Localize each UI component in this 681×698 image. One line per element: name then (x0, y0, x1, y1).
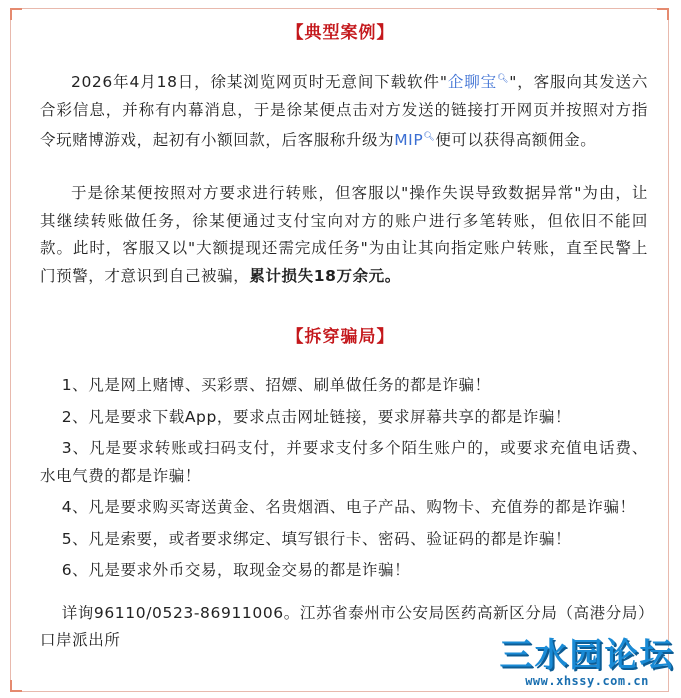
search-icon: 🔍︎ (496, 74, 510, 84)
list-item: 3、凡是要求转账或扫码支付，并要求支付多个陌生账户的，或要求充值电话费、水电气费的都是诈骗！ (40, 439, 648, 485)
app-link[interactable]: 企聊宝 (447, 73, 497, 92)
watermark-logo: 三水园论坛 (499, 635, 675, 674)
loss-amount: 累计损失18万余元。 (249, 266, 401, 285)
tips-list (40, 372, 648, 589)
list-item: 4、凡是要求购买寄送黄金、名贵烟酒、电子产品、购物卡、充值券的都是诈骗！ (61, 498, 636, 516)
list-item: 5、凡是索要，或者要求绑定、填写银行卡、密码、验证码的都是诈骗！ (61, 529, 572, 548)
watermark-url: www.xhssy.com.cn (525, 674, 649, 688)
case-paragraph-1 (40, 66, 648, 155)
case-text: 于是徐某便按照对方要求进行转账，但客服以"操作失误导致数据异常"为由，让其继续转账做任务，徐某便通过支付宝向对方的账户进行多笔转账，但依旧不能回款。此时，客服又以"大额提现还需完成任务"为由让其向指定账户转账，直至民警上门预警，才意识到自己被骗， (40, 184, 648, 285)
list-item: 2、凡是要求下载App，要求点击网址链接，要求屏幕共享的都是诈骗！ (61, 407, 572, 426)
search-icon: 🔍︎ (423, 132, 436, 143)
mip-link[interactable]: MIP (394, 131, 424, 150)
list-item: 1、凡是网上赌博、买彩票、招嫖、刷单做任务的都是诈骗！ (61, 376, 491, 394)
forum-watermark (497, 636, 677, 694)
case-text: 便可以获得高额佣金。 (435, 131, 597, 150)
case-heading: 【典型案例】 (286, 23, 395, 43)
frame-corner-bottom-left (10, 680, 22, 692)
contact-info: 详询96110/0523-86911006。江苏省泰州市公安局医药高新区分局（高港分局）口岸派出所 (40, 604, 647, 649)
list-item: 6、凡是要求外币交易，取现金交易的都是诈骗！ (61, 561, 411, 579)
case-paragraph-2 (40, 180, 648, 290)
case-text: "，客服向其发送六合彩信息，并称有内幕消息，于是徐某便点击对方发送的链接打开网页并按照对方指令玩赌博游戏，起初有小额回款，后客服称升级为 (40, 73, 648, 150)
tips-heading: 【拆穿骗局】 (286, 327, 395, 347)
case-text: 2026年4月18日，徐某浏览网页时无意间下载软件" (71, 73, 448, 92)
